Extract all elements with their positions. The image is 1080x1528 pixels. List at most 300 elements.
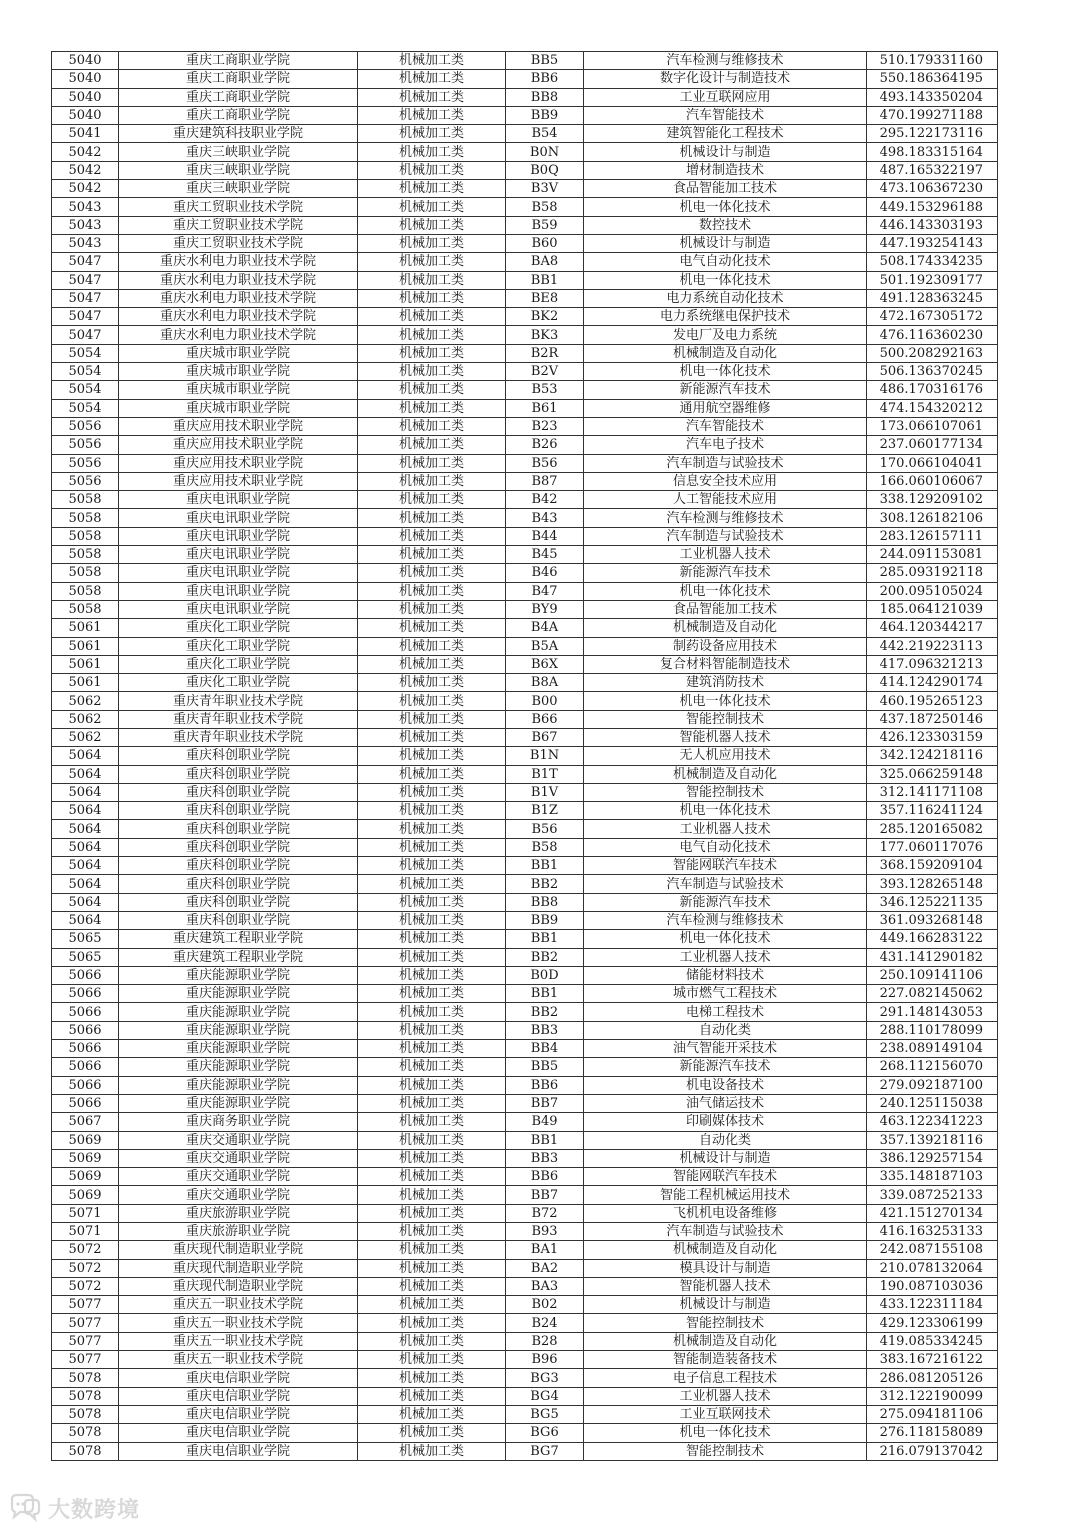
- school-code-cell: 5054: [52, 399, 119, 417]
- table-row: [52, 564, 998, 582]
- major-name-cell: 机电一体化技术: [584, 930, 867, 948]
- score-cell: 268.112156070: [867, 1058, 998, 1076]
- school-name-cell: 重庆建筑工程职业学院: [119, 948, 358, 966]
- table-row: [52, 216, 998, 234]
- major-code-cell: B61: [506, 399, 584, 417]
- major-name-cell: 油气储运技术: [584, 1094, 867, 1112]
- category-cell: 机械加工类: [358, 1351, 506, 1369]
- major-name-cell: 工业机器人技术: [584, 546, 867, 564]
- table-row: [52, 70, 998, 88]
- school-name-cell: 重庆能源职业学院: [119, 1003, 358, 1021]
- school-code-cell: 5066: [52, 1040, 119, 1058]
- school-code-cell: 5078: [52, 1369, 119, 1387]
- major-code-cell: BB5: [506, 52, 584, 70]
- category-cell: 机械加工类: [358, 747, 506, 765]
- category-cell: 机械加工类: [358, 1131, 506, 1149]
- category-cell: 机械加工类: [358, 1241, 506, 1259]
- table-row: [52, 509, 998, 527]
- school-name-cell: 重庆电信职业学院: [119, 1405, 358, 1423]
- major-code-cell: B67: [506, 728, 584, 746]
- major-code-cell: BB7: [506, 1186, 584, 1204]
- major-code-cell: BG7: [506, 1442, 584, 1460]
- school-code-cell: 5078: [52, 1387, 119, 1405]
- school-name-cell: 重庆交通职业学院: [119, 1131, 358, 1149]
- major-code-cell: BB6: [506, 70, 584, 88]
- category-cell: 机械加工类: [358, 180, 506, 198]
- score-cell: 295.122173116: [867, 125, 998, 143]
- category-cell: 机械加工类: [358, 1058, 506, 1076]
- school-name-cell: 重庆电讯职业学院: [119, 546, 358, 564]
- score-cell: 357.116241124: [867, 802, 998, 820]
- major-name-cell: 机电设备技术: [584, 1076, 867, 1094]
- table-row: [52, 289, 998, 307]
- score-cell: 433.122311184: [867, 1296, 998, 1314]
- school-code-cell: 5058: [52, 509, 119, 527]
- major-name-cell: 机电一体化技术: [584, 582, 867, 600]
- score-cell: 346.125221135: [867, 893, 998, 911]
- category-cell: 机械加工类: [358, 1076, 506, 1094]
- school-name-cell: 重庆城市职业学院: [119, 399, 358, 417]
- table-row: [52, 1314, 998, 1332]
- major-code-cell: BB1: [506, 930, 584, 948]
- major-name-cell: 数控技术: [584, 216, 867, 234]
- table-row: [52, 161, 998, 179]
- major-name-cell: 电气自动化技术: [584, 838, 867, 856]
- school-code-cell: 5064: [52, 802, 119, 820]
- school-name-cell: 重庆三峡职业学院: [119, 143, 358, 161]
- major-name-cell: 油气智能开采技术: [584, 1040, 867, 1058]
- school-code-cell: 5054: [52, 381, 119, 399]
- category-cell: 机械加工类: [358, 1296, 506, 1314]
- school-name-cell: 重庆旅游职业学院: [119, 1223, 358, 1241]
- score-cell: 325.066259148: [867, 765, 998, 783]
- table-row: [52, 1003, 998, 1021]
- major-name-cell: 食品智能加工技术: [584, 180, 867, 198]
- school-name-cell: 重庆城市职业学院: [119, 363, 358, 381]
- category-cell: 机械加工类: [358, 783, 506, 801]
- table-row: [52, 399, 998, 417]
- major-code-cell: B0Q: [506, 161, 584, 179]
- category-cell: 机械加工类: [358, 875, 506, 893]
- table-row: [52, 600, 998, 618]
- score-cell: 417.096321213: [867, 655, 998, 673]
- major-name-cell: 信息安全技术应用: [584, 472, 867, 490]
- table-row: [52, 911, 998, 929]
- school-code-cell: 5058: [52, 527, 119, 545]
- score-cell: 279.092187100: [867, 1076, 998, 1094]
- major-name-cell: 智能网联汽车技术: [584, 857, 867, 875]
- category-cell: 机械加工类: [358, 582, 506, 600]
- school-code-cell: 5066: [52, 1058, 119, 1076]
- school-code-cell: 5066: [52, 1003, 119, 1021]
- major-name-cell: 建筑消防技术: [584, 674, 867, 692]
- school-code-cell: 5066: [52, 966, 119, 984]
- category-cell: 机械加工类: [358, 930, 506, 948]
- school-name-cell: 重庆水利电力职业技术学院: [119, 253, 358, 271]
- table-row: [52, 1332, 998, 1350]
- table-row: [52, 234, 998, 252]
- score-cell: 460.195265123: [867, 692, 998, 710]
- school-code-cell: 5069: [52, 1168, 119, 1186]
- major-name-cell: 无人机应用技术: [584, 747, 867, 765]
- table-row: [52, 253, 998, 271]
- major-code-cell: B1T: [506, 765, 584, 783]
- major-code-cell: BB9: [506, 911, 584, 929]
- school-name-cell: 重庆工商职业学院: [119, 70, 358, 88]
- major-code-cell: B93: [506, 1223, 584, 1241]
- category-cell: 机械加工类: [358, 564, 506, 582]
- school-name-cell: 重庆应用技术职业学院: [119, 454, 358, 472]
- category-cell: 机械加工类: [358, 509, 506, 527]
- table-row: [52, 783, 998, 801]
- school-code-cell: 5069: [52, 1149, 119, 1167]
- major-name-cell: 工业机器人技术: [584, 820, 867, 838]
- school-name-cell: 重庆科创职业学院: [119, 765, 358, 783]
- major-name-cell: 汽车检测与维修技术: [584, 911, 867, 929]
- school-name-cell: 重庆化工职业学院: [119, 655, 358, 673]
- table-row: [52, 52, 998, 70]
- major-name-cell: 工业机器人技术: [584, 948, 867, 966]
- school-code-cell: 5069: [52, 1186, 119, 1204]
- score-cell: 308.126182106: [867, 509, 998, 527]
- major-code-cell: BB3: [506, 1149, 584, 1167]
- category-cell: 机械加工类: [358, 399, 506, 417]
- score-cell: 421.151270134: [867, 1204, 998, 1222]
- school-name-cell: 重庆五一职业技术学院: [119, 1332, 358, 1350]
- score-cell: 173.066107061: [867, 417, 998, 435]
- major-code-cell: BB2: [506, 948, 584, 966]
- school-name-cell: 重庆电讯职业学院: [119, 491, 358, 509]
- school-code-cell: 5077: [52, 1314, 119, 1332]
- category-cell: 机械加工类: [358, 436, 506, 454]
- score-cell: 185.064121039: [867, 600, 998, 618]
- major-code-cell: BY9: [506, 600, 584, 618]
- major-name-cell: 机械制造及自动化: [584, 1332, 867, 1350]
- school-name-cell: 重庆工贸职业技术学院: [119, 198, 358, 216]
- school-code-cell: 5047: [52, 308, 119, 326]
- major-code-cell: BE8: [506, 289, 584, 307]
- school-name-cell: 重庆科创职业学院: [119, 875, 358, 893]
- school-code-cell: 5066: [52, 985, 119, 1003]
- school-name-cell: 重庆旅游职业学院: [119, 1204, 358, 1222]
- school-code-cell: 5043: [52, 216, 119, 234]
- table-row: [52, 1223, 998, 1241]
- table-row: [52, 1076, 998, 1094]
- major-name-cell: 城市燃气工程技术: [584, 985, 867, 1003]
- major-code-cell: B60: [506, 234, 584, 252]
- school-name-cell: 重庆能源职业学院: [119, 1076, 358, 1094]
- major-code-cell: B1V: [506, 783, 584, 801]
- category-cell: 机械加工类: [358, 70, 506, 88]
- table-row: [52, 948, 998, 966]
- score-cell: 283.126157111: [867, 527, 998, 545]
- school-name-cell: 重庆应用技术职业学院: [119, 417, 358, 435]
- major-code-cell: B1Z: [506, 802, 584, 820]
- school-code-cell: 5042: [52, 161, 119, 179]
- major-code-cell: B72: [506, 1204, 584, 1222]
- score-cell: 414.124290174: [867, 674, 998, 692]
- table-row: [52, 180, 998, 198]
- major-code-cell: B5A: [506, 637, 584, 655]
- score-cell: 473.106367230: [867, 180, 998, 198]
- major-name-cell: 自动化类: [584, 1131, 867, 1149]
- major-name-cell: 飞机机电设备维修: [584, 1204, 867, 1222]
- category-cell: 机械加工类: [358, 491, 506, 509]
- table-row: [52, 527, 998, 545]
- table-row: [52, 765, 998, 783]
- school-name-cell: 重庆现代制造职业学院: [119, 1277, 358, 1295]
- school-code-cell: 5058: [52, 546, 119, 564]
- category-cell: 机械加工类: [358, 454, 506, 472]
- table-row: [52, 363, 998, 381]
- major-code-cell: B58: [506, 198, 584, 216]
- score-cell: 447.193254143: [867, 234, 998, 252]
- category-cell: 机械加工类: [358, 1113, 506, 1131]
- category-cell: 机械加工类: [358, 546, 506, 564]
- score-cell: 449.166283122: [867, 930, 998, 948]
- major-code-cell: BK3: [506, 326, 584, 344]
- major-name-cell: 机电一体化技术: [584, 271, 867, 289]
- school-code-cell: 5064: [52, 857, 119, 875]
- category-cell: 机械加工类: [358, 161, 506, 179]
- score-cell: 285.093192118: [867, 564, 998, 582]
- major-code-cell: B2V: [506, 363, 584, 381]
- school-name-cell: 重庆化工职业学院: [119, 619, 358, 637]
- score-cell: 470.199271188: [867, 106, 998, 124]
- school-code-cell: 5064: [52, 838, 119, 856]
- major-code-cell: BG4: [506, 1387, 584, 1405]
- major-code-cell: BA3: [506, 1277, 584, 1295]
- school-code-cell: 5047: [52, 326, 119, 344]
- school-code-cell: 5078: [52, 1424, 119, 1442]
- score-cell: 472.167305172: [867, 308, 998, 326]
- school-name-cell: 重庆电讯职业学院: [119, 564, 358, 582]
- school-name-cell: 重庆五一职业技术学院: [119, 1296, 358, 1314]
- major-code-cell: BB4: [506, 1040, 584, 1058]
- table-row: [52, 1168, 998, 1186]
- major-code-cell: B58: [506, 838, 584, 856]
- score-cell: 200.095105024: [867, 582, 998, 600]
- major-name-cell: 制药设备应用技术: [584, 637, 867, 655]
- major-name-cell: 汽车制造与试验技术: [584, 454, 867, 472]
- major-name-cell: 建筑智能化工程技术: [584, 125, 867, 143]
- category-cell: 机械加工类: [358, 198, 506, 216]
- school-code-cell: 5064: [52, 783, 119, 801]
- school-name-cell: 重庆水利电力职业技术学院: [119, 326, 358, 344]
- category-cell: 机械加工类: [358, 655, 506, 673]
- school-name-cell: 重庆水利电力职业技术学院: [119, 271, 358, 289]
- score-cell: 291.148143053: [867, 1003, 998, 1021]
- score-cell: 339.087252133: [867, 1186, 998, 1204]
- major-name-cell: 汽车智能技术: [584, 417, 867, 435]
- table-row: [52, 728, 998, 746]
- score-cell: 476.116360230: [867, 326, 998, 344]
- major-code-cell: B54: [506, 125, 584, 143]
- school-name-cell: 重庆能源职业学院: [119, 1021, 358, 1039]
- school-code-cell: 5065: [52, 930, 119, 948]
- school-name-cell: 重庆工商职业学院: [119, 106, 358, 124]
- category-cell: 机械加工类: [358, 1424, 506, 1442]
- major-code-cell: BA1: [506, 1241, 584, 1259]
- score-cell: 288.110178099: [867, 1021, 998, 1039]
- table-row: [52, 674, 998, 692]
- score-cell: 442.219223113: [867, 637, 998, 655]
- school-name-cell: 重庆现代制造职业学院: [119, 1241, 358, 1259]
- school-code-cell: 5056: [52, 417, 119, 435]
- table-row: [52, 820, 998, 838]
- table-row: [52, 1424, 998, 1442]
- major-code-cell: BB6: [506, 1076, 584, 1094]
- table-row: [52, 326, 998, 344]
- major-code-cell: B02: [506, 1296, 584, 1314]
- major-code-cell: B23: [506, 417, 584, 435]
- table-row: [52, 857, 998, 875]
- score-cell: 446.143303193: [867, 216, 998, 234]
- major-code-cell: BB6: [506, 1168, 584, 1186]
- major-code-cell: BB3: [506, 1021, 584, 1039]
- score-cell: 166.060106067: [867, 472, 998, 490]
- category-cell: 机械加工类: [358, 765, 506, 783]
- category-cell: 机械加工类: [358, 637, 506, 655]
- school-code-cell: 5078: [52, 1405, 119, 1423]
- category-cell: 机械加工类: [358, 1149, 506, 1167]
- table-row: [52, 1058, 998, 1076]
- major-name-cell: 汽车制造与试验技术: [584, 875, 867, 893]
- school-code-cell: 5077: [52, 1332, 119, 1350]
- major-name-cell: 汽车检测与维修技术: [584, 509, 867, 527]
- score-cell: 498.183315164: [867, 143, 998, 161]
- table-row: [52, 454, 998, 472]
- category-cell: 机械加工类: [358, 381, 506, 399]
- major-name-cell: 机械设计与制造: [584, 1149, 867, 1167]
- category-cell: 机械加工类: [358, 1040, 506, 1058]
- major-name-cell: 机电一体化技术: [584, 363, 867, 381]
- major-code-cell: B26: [506, 436, 584, 454]
- school-name-cell: 重庆电信职业学院: [119, 1424, 358, 1442]
- major-name-cell: 机电一体化技术: [584, 198, 867, 216]
- category-cell: 机械加工类: [358, 820, 506, 838]
- school-code-cell: 5056: [52, 454, 119, 472]
- school-name-cell: 重庆化工职业学院: [119, 637, 358, 655]
- score-cell: 550.186364195: [867, 70, 998, 88]
- score-cell: 216.079137042: [867, 1442, 998, 1460]
- major-code-cell: B96: [506, 1351, 584, 1369]
- score-cell: 338.129209102: [867, 491, 998, 509]
- major-name-cell: 汽车制造与试验技术: [584, 527, 867, 545]
- category-cell: 机械加工类: [358, 1405, 506, 1423]
- school-name-cell: 重庆现代制造职业学院: [119, 1259, 358, 1277]
- major-name-cell: 智能机器人技术: [584, 728, 867, 746]
- category-cell: 机械加工类: [358, 253, 506, 271]
- school-code-cell: 5077: [52, 1296, 119, 1314]
- score-cell: 286.081205126: [867, 1369, 998, 1387]
- category-cell: 机械加工类: [358, 363, 506, 381]
- table-row: [52, 436, 998, 454]
- major-code-cell: B49: [506, 1113, 584, 1131]
- major-name-cell: 人工智能技术应用: [584, 491, 867, 509]
- table-row: [52, 472, 998, 490]
- category-cell: 机械加工类: [358, 1094, 506, 1112]
- category-cell: 机械加工类: [358, 1442, 506, 1460]
- score-cell: 416.163253133: [867, 1223, 998, 1241]
- major-code-cell: B66: [506, 710, 584, 728]
- table-row: [52, 1113, 998, 1131]
- school-code-cell: 5043: [52, 198, 119, 216]
- school-name-cell: 重庆科创职业学院: [119, 893, 358, 911]
- major-name-cell: 机械设计与制造: [584, 143, 867, 161]
- school-name-cell: 重庆五一职业技术学院: [119, 1351, 358, 1369]
- school-name-cell: 重庆科创职业学院: [119, 820, 358, 838]
- major-name-cell: 新能源汽车技术: [584, 1058, 867, 1076]
- score-cell: 190.087103036: [867, 1277, 998, 1295]
- table-row: [52, 582, 998, 600]
- major-code-cell: B43: [506, 509, 584, 527]
- school-name-cell: 重庆电讯职业学院: [119, 600, 358, 618]
- score-cell: 486.170316176: [867, 381, 998, 399]
- major-code-cell: B59: [506, 216, 584, 234]
- school-code-cell: 5041: [52, 125, 119, 143]
- category-cell: 机械加工类: [358, 271, 506, 289]
- score-cell: 276.118158089: [867, 1424, 998, 1442]
- major-code-cell: BB2: [506, 875, 584, 893]
- school-name-cell: 重庆交通职业学院: [119, 1149, 358, 1167]
- major-name-cell: 电力系统继电保护技术: [584, 308, 867, 326]
- school-name-cell: 重庆应用技术职业学院: [119, 472, 358, 490]
- school-code-cell: 5056: [52, 436, 119, 454]
- school-code-cell: 5064: [52, 765, 119, 783]
- score-cell: 285.120165082: [867, 820, 998, 838]
- school-name-cell: 重庆青年职业技术学院: [119, 728, 358, 746]
- school-code-cell: 5071: [52, 1204, 119, 1222]
- school-name-cell: 重庆能源职业学院: [119, 985, 358, 1003]
- major-name-cell: 机械制造及自动化: [584, 1241, 867, 1259]
- category-cell: 机械加工类: [358, 472, 506, 490]
- table-row: [52, 125, 998, 143]
- major-name-cell: 智能机器人技术: [584, 1277, 867, 1295]
- major-code-cell: B6X: [506, 655, 584, 673]
- school-code-cell: 5056: [52, 472, 119, 490]
- major-name-cell: 新能源汽车技术: [584, 564, 867, 582]
- major-name-cell: 电梯工程技术: [584, 1003, 867, 1021]
- school-name-cell: 重庆五一职业技术学院: [119, 1314, 358, 1332]
- school-code-cell: 5067: [52, 1113, 119, 1131]
- school-code-cell: 5062: [52, 710, 119, 728]
- score-cell: 244.091153081: [867, 546, 998, 564]
- school-code-cell: 5040: [52, 70, 119, 88]
- school-name-cell: 重庆化工职业学院: [119, 674, 358, 692]
- major-name-cell: 机电一体化技术: [584, 802, 867, 820]
- score-cell: 170.066104041: [867, 454, 998, 472]
- score-cell: 357.139218116: [867, 1131, 998, 1149]
- school-code-cell: 5064: [52, 911, 119, 929]
- score-cell: 240.125115038: [867, 1094, 998, 1112]
- category-cell: 机械加工类: [358, 344, 506, 362]
- major-code-cell: B4A: [506, 619, 584, 637]
- table-row: [52, 747, 998, 765]
- table-row: [52, 1369, 998, 1387]
- school-code-cell: 5066: [52, 1094, 119, 1112]
- school-name-cell: 重庆能源职业学院: [119, 1058, 358, 1076]
- school-code-cell: 5066: [52, 1021, 119, 1039]
- category-cell: 机械加工类: [358, 985, 506, 1003]
- major-name-cell: 智能控制技术: [584, 1314, 867, 1332]
- score-cell: 227.082145062: [867, 985, 998, 1003]
- school-code-cell: 5064: [52, 747, 119, 765]
- school-code-cell: 5061: [52, 674, 119, 692]
- major-code-cell: BG5: [506, 1405, 584, 1423]
- table-row: [52, 1040, 998, 1058]
- school-name-cell: 重庆工贸职业技术学院: [119, 234, 358, 252]
